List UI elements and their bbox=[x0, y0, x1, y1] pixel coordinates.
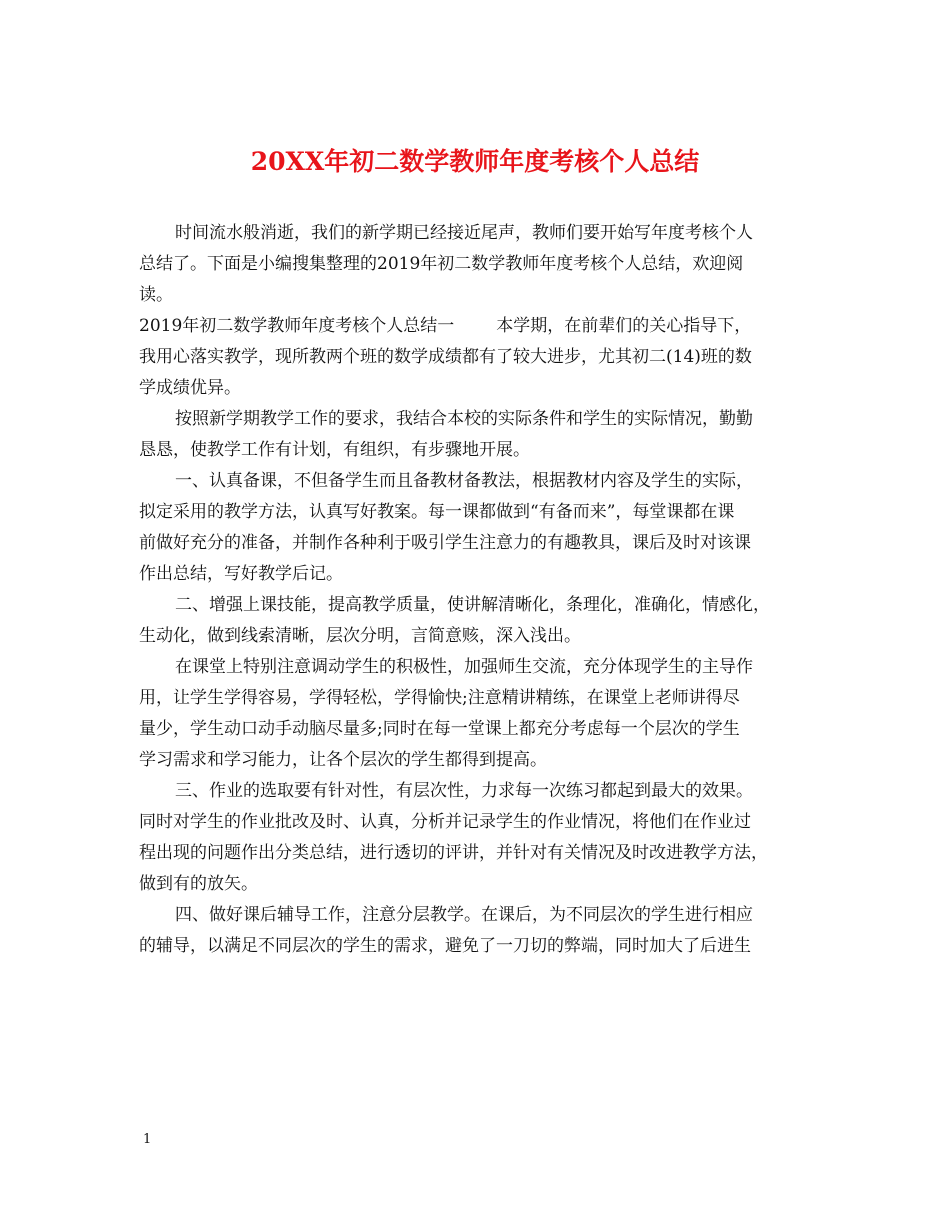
text-line: 用，让学生学得容易，学得轻松，学得愉快;注意精讲精练，在课堂上老师讲得尽 bbox=[139, 688, 740, 708]
text-line: 的辅导，以满足不同层次的学生的需求，避免了一刀切的弊端，同时加大了后进生 bbox=[139, 936, 751, 956]
text-fragment: 本学期，在前辈们的关心指导下， bbox=[496, 316, 752, 336]
text-line: 我用心落实教学，现所教两个班的数学成绩都有了较大进步，尤其初二(14)班的数 bbox=[139, 347, 752, 367]
text-line: 生动化，做到线索清晰，层次分明，言简意赅，深入浅出。 bbox=[139, 626, 581, 646]
text-line: 拟定采用的教学方法，认真写好教案。每一课都做到“有备而来”，每堂课都在课 bbox=[139, 502, 735, 522]
text-line: 时间流水般消逝，我们的新学期已经接近尾声，教师们要开始写年度考核个人 bbox=[175, 223, 753, 243]
text-line: 三、作业的选取要有针对性，有层次性，力求每一次练习都起到最大的效果。 bbox=[175, 781, 753, 801]
page-number: 1 bbox=[143, 1132, 152, 1147]
text-line: 读。 bbox=[139, 285, 173, 305]
paragraph-point-two bbox=[139, 590, 819, 652]
document-title: 20XX年初二数学教师年度考核个人总结 bbox=[250, 147, 700, 176]
text-line: 二、增强上课技能，提高教学质量，使讲解清晰化，条理化，准确化，情感化， bbox=[175, 595, 770, 615]
text-line: 按照新学期教学工作的要求，我结合本校的实际条件和学生的实际情况，勤勤 bbox=[175, 409, 753, 429]
paragraph-intro bbox=[139, 218, 819, 311]
paragraph-summary-one bbox=[139, 311, 819, 404]
text-line: 恳恳，使教学工作有计划，有组织，有步骤地开展。 bbox=[139, 440, 530, 460]
document-body bbox=[139, 218, 819, 962]
paragraph-point-one bbox=[139, 466, 819, 590]
text-line: 学习需求和学习能力，让各个层次的学生都得到提高。 bbox=[139, 750, 547, 770]
text-line: 量少，学生动口动手动脑尽量多;同时在每一堂课上都充分考虑每一个层次的学生 bbox=[139, 719, 740, 739]
text-line: 前做好充分的准备，并制作各种利于吸引学生注意力的有趣教具，课后及时对该课 bbox=[139, 533, 751, 553]
text-line: 在课堂上特别注意调动学生的积极性，加强师生交流，充分体现学生的主导作 bbox=[175, 657, 753, 677]
text-line: 作出总结，写好教学后记。 bbox=[139, 564, 343, 584]
text-line: 学成绩优异。 bbox=[139, 378, 241, 398]
text-line bbox=[139, 311, 819, 342]
paragraph-point-four bbox=[139, 900, 819, 962]
text-line: 四、做好课后辅导工作，注意分层教学。在课后，为不同层次的学生进行相应 bbox=[175, 905, 753, 925]
section-heading: 2019年初二数学教师年度考核个人总结一 bbox=[139, 316, 455, 336]
text-line: 做到有的放矢。 bbox=[139, 874, 258, 894]
text-line: 程出现的问题作出分类总结，进行透切的评讲，并针对有关情况及时改进教学方法， bbox=[139, 843, 768, 863]
paragraph-point-three bbox=[139, 776, 819, 900]
paragraph-classroom bbox=[139, 652, 819, 776]
text-line: 总结了。下面是小编搜集整理的2019年初二数学教师年度考核个人总结，欢迎阅 bbox=[139, 254, 744, 274]
text-line: 同时对学生的作业批改及时、认真，分析并记录学生的作业情况，将他们在作业过 bbox=[139, 812, 751, 832]
text-line: 一、认真备课，不但备学生而且备教材备教法，根据教材内容及学生的实际， bbox=[175, 471, 753, 491]
paragraph-plan bbox=[139, 404, 819, 466]
